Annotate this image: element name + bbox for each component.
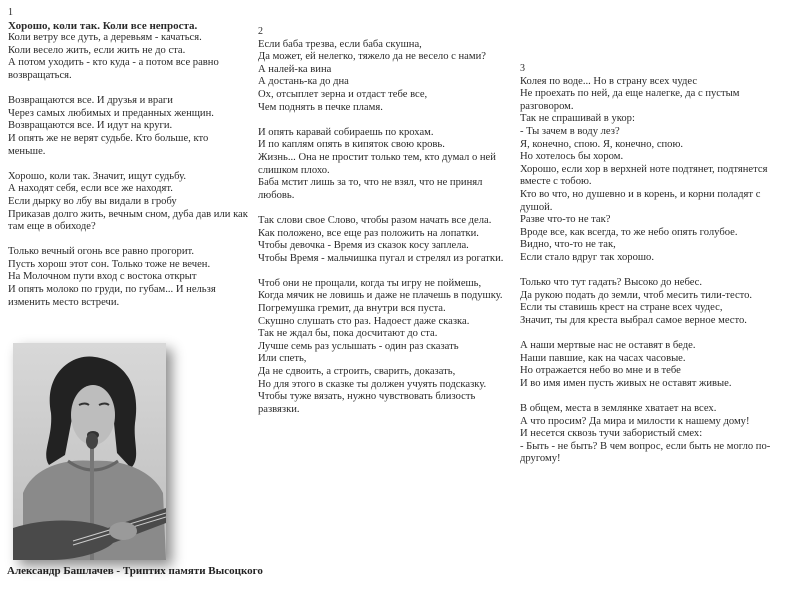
- stanza-gap: [8, 83, 248, 96]
- poem-line: А что просим? Да мира и милости к нашему дому!: [520, 415, 750, 427]
- poem-line: Так слови свое Слово, чтобы разом начать все дела.: [258, 214, 492, 226]
- poem-line: Жизнь... Она не простит только тем, кто думал о ней слишком плохо.: [258, 151, 496, 176]
- stanza: [520, 76, 785, 265]
- stanza-gap: [520, 327, 785, 340]
- poem-line: Если баба трезва, если баба скушна,: [258, 38, 422, 50]
- poem-line: Только вечный огонь все равно прогорит.: [8, 246, 194, 258]
- poem-line: Да не сдвоить, а строить, сварить, доказать,: [258, 366, 456, 378]
- poem-line: Колея по воде... Но в страну всех чудес: [520, 75, 698, 87]
- poem-line: А налей-ка вина: [258, 63, 332, 75]
- poem-line: Так не спрашивай в укор:: [520, 113, 635, 125]
- poem-line: Пусть хорош этот сон. Только тоже не вечен.: [8, 258, 211, 270]
- stanza-gap: [8, 158, 248, 171]
- stanza-gap: [520, 390, 785, 403]
- poem-line: Вроде все, как всегда, то же небо опять голубое.: [520, 226, 738, 238]
- part-number: 2: [258, 26, 263, 37]
- poem-line: Я, конечно, спою. Я, конечно, спою.: [520, 138, 684, 150]
- poem-line: Возвращаются все. И идут на круги.: [8, 120, 173, 132]
- stanza: [258, 215, 508, 265]
- stanza: [258, 278, 508, 417]
- poem-line: Чтобы девочка - Время из сказок косу заплела.: [258, 240, 469, 252]
- part-title: Хорошо, коли так. Коли все непроста.: [8, 19, 198, 32]
- poem-line: А находят себя, если все же находят.: [8, 183, 173, 195]
- poem-line: И опять же не верят судьбе. Кто больше, кто меньше.: [8, 132, 209, 157]
- poem-line: - Быть - не быть? В чем вопрос, если быть не могло по-другому!: [520, 440, 771, 465]
- poem-line: А потом уходить - кто куда - а потом все равно возвращаться.: [8, 57, 219, 81]
- poem-line: В общем, места в землянке хватает на всех.: [520, 403, 717, 415]
- stanza-gap: [258, 265, 508, 278]
- poem-line: Баба мстит лишь за то, что не взял, что не принял любовь.: [258, 177, 483, 201]
- poem-line: Когда мячик не ловишь и даже не плачешь в подушку.: [258, 290, 503, 302]
- poem-line: И по каплям опять в кипяток свою кровь.: [258, 139, 445, 151]
- stanza: [258, 127, 508, 203]
- stanza: [8, 32, 248, 82]
- poem-part-1: [8, 7, 248, 309]
- poem-line: Если дырку во лбу вы видали в гробу: [8, 195, 177, 207]
- poem-line: Значит, ты для креста выбрал самое верное место.: [520, 314, 747, 326]
- poem-line: Хорошо, если хор в верхней ноте подтянет, подтянется вместе с тобою.: [520, 163, 768, 188]
- document-caption: Александр Башлачев - Триптих памяти Высоцкого: [7, 565, 263, 577]
- poem-line: Разве что-то не так?: [520, 214, 611, 226]
- poem-line: И во имя имен пусть живых не оставят живые.: [520, 377, 732, 389]
- poem-line: И несется сквозь тучи забористый смех:: [520, 428, 703, 440]
- poem-line: И опять молоко по груди, по губам... И нельзя изменить место встречи.: [8, 284, 216, 308]
- stanza: [520, 403, 785, 466]
- poem-line: Коли ветру все дуть, а деревьям - качаться.: [8, 32, 202, 44]
- poem-line: На Молочном пути вход с востока открыт: [8, 271, 197, 283]
- poem-line: Приказав долго жить, вечным сном, дуба дав или как там еще в обиходе?: [8, 208, 248, 233]
- poem-line: Ох, отсыплет зерна и отдаст тебе все,: [258, 88, 428, 100]
- part-number: 3: [520, 63, 525, 74]
- part-number: 1: [8, 7, 13, 18]
- stanza: [520, 277, 785, 327]
- poem-line: Коли весело жить, если жить не до ста.: [8, 44, 186, 56]
- poem-line: А достань-ка до дна: [258, 76, 349, 88]
- poem-line: Если стало вдруг так хорошо.: [520, 251, 654, 263]
- poem-line: Чтоб они не прощали, когда ты игру не поймешь,: [258, 277, 482, 289]
- poem-line: Через самых любимых и преданных женщин.: [8, 107, 214, 119]
- author-photo: [13, 343, 166, 560]
- poem-line: Только что тут гадать? Высоко до небес.: [520, 277, 703, 289]
- poem-line: Но для этого в сказке ты должен учуять подсказку.: [258, 378, 487, 390]
- poem-line: Наши павшие, как на часах часовые.: [520, 352, 686, 364]
- poem-line: Хорошо, коли так. Значит, ищут судьбу.: [8, 170, 186, 182]
- poem-line: Если ты ставишь крест на стране всех чудес,: [520, 302, 723, 314]
- stanza: [520, 340, 785, 390]
- poem-line: Чем поднять в печке пламя.: [258, 101, 383, 113]
- poem-line: Так не ждал бы, пока досчитают до ста.: [258, 328, 438, 340]
- poem-line: А наши мертвые нас не оставят в беде.: [520, 340, 696, 352]
- poem-line: Да рукою подать до земли, чтоб месить тили-тесто.: [520, 289, 753, 301]
- stanza: [8, 246, 248, 309]
- poem-line: Погремушка гремит, да внутри вся пуста.: [258, 303, 446, 315]
- poem-line: Но отражается небо во мне и в тебе: [520, 365, 681, 377]
- poem-line: Чтобы Время - мальчишка пугал и стрелял из рогатки.: [258, 252, 504, 264]
- stanza-gap: [520, 265, 785, 278]
- singer-with-guitar-image: [13, 343, 166, 560]
- poem-line: Чтобы туже вязать, нужно чувствовать близость развязки.: [258, 391, 476, 415]
- stanza-gap: [8, 234, 248, 247]
- stanza-gap: [258, 202, 508, 215]
- poem-line: Но хотелось бы хором.: [520, 151, 624, 163]
- poem-part-2: [258, 26, 508, 416]
- poem-line: Скушно слушать сто раз. Надоест даже сказка.: [258, 315, 470, 327]
- poem-line: - Ты зачем в воду лез?: [520, 125, 620, 137]
- poem-line: Видно, что-то не так,: [520, 239, 616, 251]
- stanza-gap: [258, 114, 508, 127]
- poem-line: И опять каравай собираешь по крохам.: [258, 126, 434, 138]
- poem-line: Да может, ей нелегко, тяжело да не весело с нами?: [258, 51, 486, 63]
- poem-line: Или спеть,: [258, 353, 307, 365]
- stanza: [8, 171, 248, 234]
- poem-line: Не проехать по ней, да еще налегке, да с пустым разговором.: [520, 88, 740, 112]
- poem-line: Возвращаются все. И друзья и враги: [8, 95, 173, 107]
- stanza: [258, 39, 508, 115]
- poem-part-3: [520, 63, 785, 466]
- stanza: [8, 95, 248, 158]
- poem-line: Лучше семь раз услышать - один раз сказать: [258, 340, 459, 352]
- poem-line: Как положено, все еще раз положить на лопатки.: [258, 227, 479, 239]
- poem-line: Кто во что, но душевно и в корень, и корни поладят с душой.: [520, 188, 761, 213]
